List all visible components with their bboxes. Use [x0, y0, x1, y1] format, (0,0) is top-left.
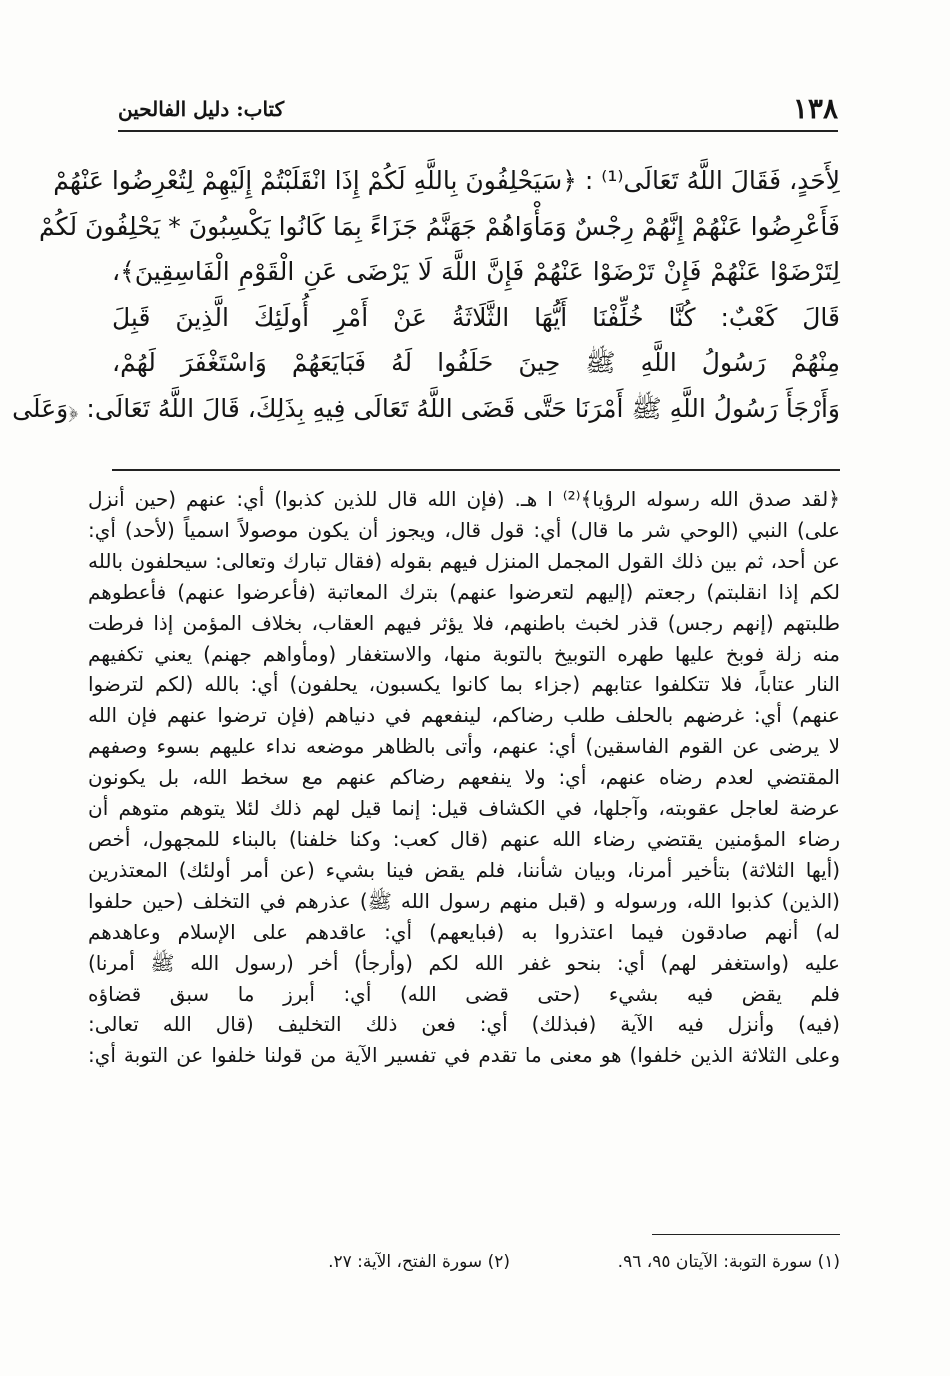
main-text-line: لِتَرْضَوْا عَنْهُمْ فَإِنْ تَرْضَوْا عَنْهُمْ فَإِنَّ اللَّهَ لَا يَرْضَى عَنِ الْقَوْمِ الْفَاسِقِينَ﴾،: [112, 257, 840, 287]
footnote-divider: [652, 1234, 840, 1235]
main-text-line: قَالَ كَعْبٌ: كُنَّا خُلِّفْنَا أَيُّهَا الثَّلَاثَةُ عَنْ أَمْرِ أُولَئِكَ الَّذِينَ قَبِلَ: [112, 302, 840, 332]
book-title: كتاب: دليل الفالحين: [118, 97, 285, 121]
main-text-line: وَأَرْجَأَ رَسُولُ اللَّهِ ﷺ أَمْرَنَا حَتَّى قَضَى اللَّهُ تَعَالَى فِيهِ بِذَلِكَ، قَالَ اللَّهُ تَعَالَى: ﴿وَعَلَى: [12, 393, 840, 423]
text-divider: [112, 469, 840, 471]
commentary-line: عليه (واستغفر لهم) أي: بنحو غفر الله لكم (وأرجأ) أخر (رسول الله ﷺ أمرنا): [88, 950, 840, 975]
footnote-1: (١) سورة التوبة: الآيتان ٩٥، ٩٦.: [617, 1252, 840, 1272]
footnote-2: (٢) سورة الفتح، الآية: ٢٧.: [328, 1252, 510, 1272]
commentary-line: (أيها الثلاثة) بتأخير أمرنا، وبيان شأننا، فلم يقض فينا بشيء (عن أمر أولئك) المعتذرين: [88, 857, 840, 882]
commentary-line: عن أحد، ثم بين ذلك القول المجمل المنزل فيهم بقوله (فقال تبارك وتعالى: سيحلفون بالله: [88, 548, 840, 573]
commentary-line: منه زلة فوبخ عليها طهره التوبيخ بالتوبة منها، والاستغفار (ومأواهم جهنم) يعني تكفيهم: [88, 641, 840, 666]
footnotes: [200, 1247, 840, 1277]
commentary-line: المقتضي لعدم رضاه عنهم، أي: ولا ينفعهم رضاكم عنهم مع سخط الله، بل يكونون: [88, 765, 840, 790]
commentary-line: رضاء المؤمنين يقتضي رضاء الله عنهم (قال كعب: وكنا خلفنا) بالبناء للمجهول، أخص: [88, 826, 840, 851]
commentary-line: عرضة لعاجل عقوبته، وآجلها، في الكشاف قيل: إنما قيل لهم ذلك لئلا يتوهم متوهم أن: [88, 796, 840, 821]
commentary-line: (الذين) كذبوا الله، ورسوله و (قبل منهم رسول الله ﷺ) عذرهم في التخلف (حين حلفوا: [88, 888, 840, 913]
commentary-line: وعلى الثلاثة الذين خلفوا) هو معنى ما تقدم في تفسير الآية من قولنا خلفوا عن التوبة أي:: [88, 1043, 840, 1068]
main-text-line: مِنْهُمْ رَسُولُ اللَّهِ ﷺ حِينَ حَلَفُوا لَهُ فَبَايَعَهُمْ وَاسْتَغْفَرَ لَهُمْ،: [112, 348, 840, 378]
commentary-line: طلبتهم (إنهم رجس) قذر لخبث باطنهم، فلا يؤثر فيهم العقاب، بخلاف المؤمن إذا فرطت: [88, 610, 840, 635]
page-header: [118, 92, 838, 126]
page-number: ١٣٨: [792, 92, 838, 125]
commentary-line: (فيه) وأنزل فيه الآية (فبذلك) أي: فعن ذلك التخليف (قال الله تعالى:: [88, 1012, 840, 1037]
commentary-text: [88, 484, 840, 1071]
commentary-line: له) أنهم صادقون فيما اعتذروا به (فبايعهم) أي: عاقدهم على الإسلام وعاهدهم: [88, 919, 840, 944]
main-text-line: لِأَحَدٍ، فَقَالَ اللَّهُ تَعَالَى⁽¹⁾ : ﴿سَيَحْلِفُونَ بِاللَّهِ لَكُمْ إِذَا انْقَلَبْتُمْ إِلَيْهِمْ لِتُعْرِضُوا عَنْهُمْ: [53, 166, 840, 195]
main-text-line: فَأَعْرِضُوا عَنْهُمْ إِنَّهُمْ رِجْسٌ وَمَأْوَاهُمْ جَهَنَّمُ جَزَاءً بِمَا كَانُوا يَكْسِبُونَ * يَحْلِفُونَ لَكُمْ: [39, 211, 840, 241]
commentary-line: عنهم) أي: غرضهم بالحلف طلب رضاكم، لينفعهم في دنياهم (فإن ترضوا عنهم فإن الله: [88, 703, 840, 728]
commentary-line: ﴿لقد صدق الله رسوله الرؤيا﴾⁽²⁾ ا هـ. (فإن الله قال للذين كذبوا) أي: عنهم (حين أنزل: [88, 487, 840, 511]
commentary-line: لكم إذا انقلبتم) رجعتم (إليهم لتعرضوا عنهم) بترك المعاتبة (فأعرضوا عنهم) فأعطوهم: [88, 579, 840, 604]
commentary-line: لا يرضى عن القوم الفاسقين) أي: عنهم، وأتى بالظاهر موضعه نداء عليهم بسوء وصفهم: [88, 734, 840, 759]
commentary-line: على) النبي (الوحي شر ما قال) أي: قول قال، ويجوز أن يكون موصولاً اسمياً (لأحد) أي:: [88, 517, 840, 542]
commentary-line: النار عتاباً، فلا تتكلفوا عتابهم (جزاء بما كانوا يكسبون، يحلفون) أي: بالله (لكم لترضوا: [88, 672, 840, 697]
commentary-line: فلم يقض فيه بشيء (حتى قضى الله) أي: أبرز ما سبق قضاؤه: [88, 981, 840, 1006]
main-text: [12, 158, 840, 432]
header-divider: [118, 130, 838, 132]
